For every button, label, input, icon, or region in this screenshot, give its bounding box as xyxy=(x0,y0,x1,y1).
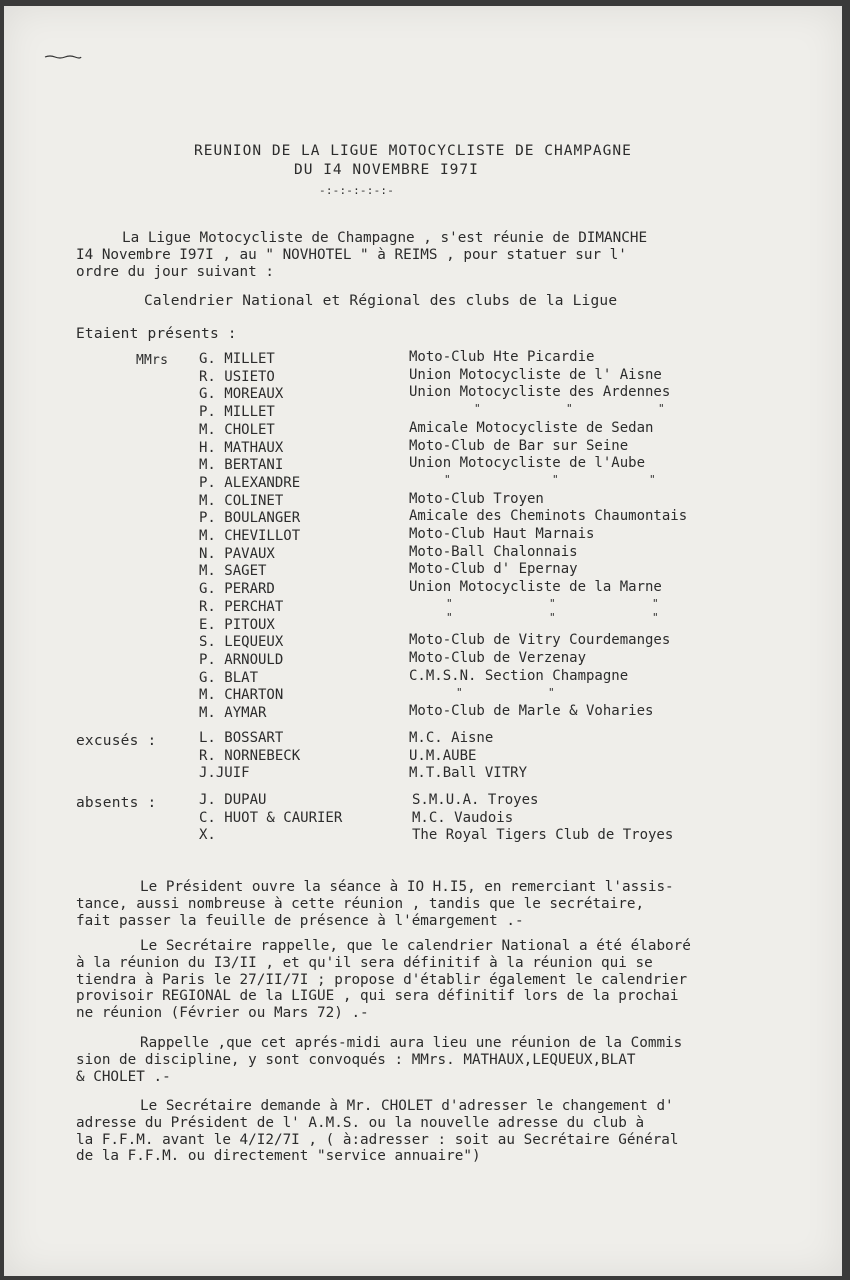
ditto-mark: " xyxy=(658,402,665,415)
club-name: M.T.Ball VITRY xyxy=(409,765,528,782)
paragraph-line: de la F.F.M. ou directement "service annuaire") xyxy=(76,1148,481,1165)
intro-line: La Ligue Motocycliste de Champagne , s'est réunie de DIMANCHE xyxy=(122,230,648,246)
ditto-mark: " xyxy=(474,402,481,415)
club-name: Moto-Ball Chalonnais xyxy=(409,543,578,560)
member-name: G. BLAT xyxy=(199,669,259,686)
paragraph-line: sion de discipline, y sont convoqués : MMrs. MATHAUX,LEQUEUX,BLAT xyxy=(76,1051,636,1068)
ditto-mark: " xyxy=(652,597,659,610)
ditto-mark: " xyxy=(552,473,559,486)
member-name: G. PERARD xyxy=(199,581,275,598)
paragraph-discipline xyxy=(76,1035,682,1085)
ditto-mark: " xyxy=(444,473,451,486)
paragraph-calendar xyxy=(76,938,691,1022)
club-name: U.M.AUBE xyxy=(409,747,477,764)
ditto-mark: " xyxy=(446,611,453,624)
paragraph-line: Le Président ouvre la séance à IO H.I5, en remerciant l'assis- xyxy=(140,879,674,895)
member-name: M. AYMAR xyxy=(199,705,267,721)
club-name: Moto-Club Troyen xyxy=(409,490,544,507)
paragraph-line: tiendra à Paris le 27/II/7I ; propose d'établir également le calendrier xyxy=(76,971,688,988)
excused-label: excusés : xyxy=(76,733,157,749)
paragraph-line: fait passer la feuille de présence à l'émargement .- xyxy=(76,912,524,929)
member-name: M. SAGET xyxy=(199,563,267,580)
paragraph-line: la F.F.M. avant le 4/I2/7I , ( à:adresser : soit au Secrétaire Général xyxy=(76,1131,679,1148)
paragraph-line: Le Secrétaire demande à Mr. CHOLET d'adresser le changement d' xyxy=(140,1098,674,1114)
member-name: H. MATHAUX xyxy=(199,439,284,456)
agenda-line: Calendrier National et Régional des clubs de la Ligue xyxy=(144,293,618,309)
member-name: R. PERCHAT xyxy=(199,598,284,615)
member-name: C. HUOT & CAURIER xyxy=(199,809,343,826)
ditto-mark: " xyxy=(549,611,556,624)
member-name: G. MOREAUX xyxy=(199,386,284,403)
title-line-1: REUNION DE LA LIGUE MOTOCYCLISTE DE CHAMPAGNE xyxy=(194,143,632,159)
member-name: L. BOSSART xyxy=(199,730,284,746)
member-name: S. LEQUEUX xyxy=(199,634,284,651)
member-name: P. ARNOULD xyxy=(199,651,284,668)
member-name: M. CHEVILLOT xyxy=(199,528,301,544)
club-name: S.M.U.A. Troyes xyxy=(412,792,539,808)
member-name: P. MILLET xyxy=(199,404,275,421)
paragraph-line: à la réunion du I3/II , et qu'il sera définitif à la réunion qui se xyxy=(76,954,653,971)
member-name: P. ALEXANDRE xyxy=(199,474,301,491)
paragraph-line: Rappelle ,que cet aprés-midi aura lieu une réunion de la Commis xyxy=(140,1035,683,1051)
paragraph-line: & CHOLET .- xyxy=(76,1068,171,1085)
document-page xyxy=(4,6,842,1276)
member-name: R. NORNEBECK xyxy=(199,747,301,764)
club-name: M.C. Aisne xyxy=(409,730,494,746)
member-name: J. DUPAU xyxy=(199,792,267,808)
club-name: Moto-Club de Bar sur Seine xyxy=(409,437,629,454)
member-name: J.JUIF xyxy=(199,765,250,782)
club-name: C.M.S.N. Section Champagne xyxy=(409,667,629,684)
club-name: Amicale Motocycliste de Sedan xyxy=(409,419,654,436)
paragraph-line: tance, aussi nombreuse à cette réunion , tandis que le secrétaire, xyxy=(76,895,645,912)
member-name: M. CHOLET xyxy=(199,421,275,438)
ditto-mark: " xyxy=(652,611,659,624)
ditto-mark: " xyxy=(566,402,573,415)
club-name: Moto-Club de Vitry Courdemanges xyxy=(409,632,671,649)
club-name: Moto-Club de Marle & Voharies xyxy=(409,703,654,719)
ditto-mark: " xyxy=(549,597,556,610)
member-name: X. xyxy=(199,827,216,844)
member-name: G. MILLET xyxy=(199,351,275,367)
club-name: Moto-Club d' Epernay xyxy=(409,561,578,578)
paragraph-line: Le Secrétaire rappelle, que le calendrier National a été élaboré xyxy=(140,938,691,954)
intro-paragraph xyxy=(76,230,647,280)
member-name: N. PAVAUX xyxy=(199,545,275,562)
paragraph-address xyxy=(76,1098,679,1165)
member-name: E. PITOUX xyxy=(199,616,275,633)
club-name: The Royal Tigers Club de Troyes xyxy=(412,827,674,844)
member-name: R. USIETO xyxy=(199,368,275,385)
ditto-mark: " xyxy=(456,686,463,699)
intro-line: I4 Novembre I97I , au " NOVHOTEL " à REIMS , pour statuer sur l' xyxy=(76,246,627,263)
club-name: Union Motocycliste de l'Aube xyxy=(409,455,646,472)
intro-line: ordre du jour suivant : xyxy=(76,263,274,280)
club-name: M.C. Vaudois xyxy=(412,809,514,826)
paragraph-line: adresse du Président de l' A.M.S. ou la nouvelle adresse du club à xyxy=(76,1114,645,1131)
club-name: Moto-Club Hte Picardie xyxy=(409,349,595,365)
member-name: M. COLINET xyxy=(199,492,284,509)
ditto-mark: " xyxy=(548,686,555,699)
club-name: Union Motocycliste de la Marne xyxy=(409,579,662,596)
present-heading: Etaient présents : xyxy=(76,326,237,342)
club-name: Union Motocycliste des Ardennes xyxy=(409,384,671,401)
paragraph-opening xyxy=(76,879,674,929)
club-name: Moto-Club Haut Marnais xyxy=(409,526,595,542)
club-name: Union Motocycliste de l' Aisne xyxy=(409,366,662,383)
member-name: M. BERTANI xyxy=(199,457,284,474)
handwritten-mark xyxy=(44,54,82,60)
absent-label: absents : xyxy=(76,795,157,811)
ditto-mark: " xyxy=(649,473,656,486)
paragraph-line: provisoir REGIONAL de la LIGUE , qui sera définitif lors de la prochai xyxy=(76,988,679,1005)
paragraph-line: ne réunion (Février ou Mars 72) .- xyxy=(76,1005,369,1022)
ditto-mark: " xyxy=(446,597,453,610)
member-name: M. CHARTON xyxy=(199,687,284,704)
title-line-2: DU I4 NOVEMBRE I97I xyxy=(294,162,479,178)
present-label: MMrs xyxy=(136,353,169,368)
club-name: Moto-Club de Verzenay xyxy=(409,649,587,666)
title-underline: -:-:-:-:-:- xyxy=(319,184,395,197)
member-name: P. BOULANGER xyxy=(199,510,301,527)
club-name: Amicale des Cheminots Chaumontais xyxy=(409,508,688,525)
